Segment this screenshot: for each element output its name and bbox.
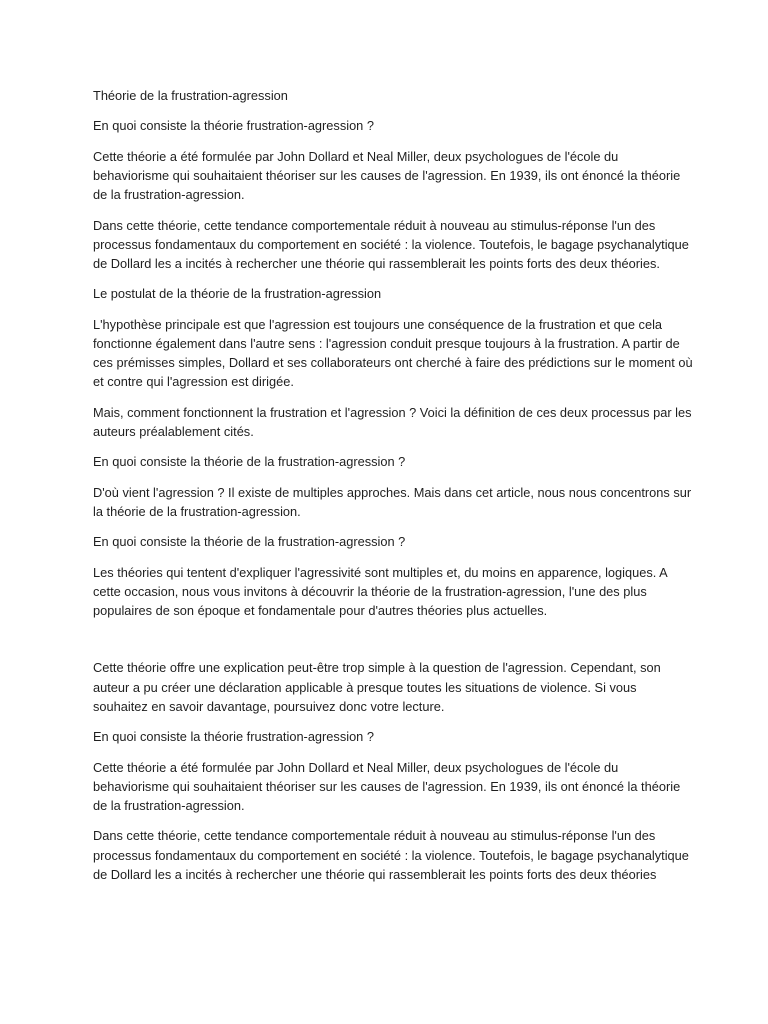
section-heading: Le postulat de la théorie de la frustration-agression bbox=[93, 286, 382, 302]
section-heading: En quoi consiste la théorie frustration-agression ? bbox=[93, 729, 374, 745]
body-paragraph: Dans cette théorie, cette tendance comportementale réduit à nouveau au stimulus-réponse l'un des processus fondamentaux du comportement en société : la violence. Toutefois, le bagage psychanalytique de Dollard les a incités à rechercher une théorie qui rassemblerait les points forts des deux théories. bbox=[93, 217, 689, 271]
body-paragraph: Cette théorie offre une explication peut-être trop simple à la question de l'agression. Cependant, son auteur a pu créer une déclaration applicable à presque toutes les situations de violence. Si vous souhaitez en savoir davantage, poursuivez donc votre lecture. bbox=[93, 660, 661, 714]
body-paragraph: Cette théorie a été formulée par John Dollard et Neal Miller, deux psychologues de l'école du behaviorisme qui souhaitaient théoriser sur les causes de l'agression. En 1939, ils ont énoncé la théorie de la frustration-agression. bbox=[93, 759, 681, 813]
body-paragraph: D'où vient l'agression ? Il existe de multiples approches. Mais dans cet article, nous nous concentrons sur la théorie de la frustration-agression. bbox=[93, 484, 692, 519]
section-heading: En quoi consiste la théorie de la frustration-agression ? bbox=[93, 454, 406, 470]
document-page bbox=[93, 86, 693, 895]
section-heading: En quoi consiste la théorie de la frustration-agression ? bbox=[93, 534, 406, 550]
body-paragraph: Mais, comment fonctionnent la frustration et l'agression ? Voici la définition de ces deux processus par les auteurs préalablement cités. bbox=[93, 404, 692, 439]
section-heading: En quoi consiste la théorie frustration-agression ? bbox=[93, 118, 374, 134]
body-paragraph: Dans cette théorie, cette tendance comportementale réduit à nouveau au stimulus-réponse l'un des processus fondamentaux du comportement en société : la violence. Toutefois, le bagage psychanalytique de Dollard les a incités à rechercher une théorie qui rassemblerait les points forts des deux théories bbox=[93, 828, 689, 882]
body-paragraph: Les théories qui tentent d'expliquer l'agressivité sont multiples et, du moins en apparence, logiques. A cette occasion, nous vous invitons à découvrir la théorie de la frustration-agression, l'une des plus populaires de son époque et fondamentale pour d'autres théories plus actuelles. bbox=[93, 564, 667, 619]
body-paragraph: Cette théorie a été formulée par John Dollard et Neal Miller, deux psychologues de l'école du behaviorisme qui souhaitaient théoriser sur les causes de l'agression. En 1939, ils ont énoncé la théorie de la frustration-agression. bbox=[93, 148, 681, 203]
document-title: Théorie de la frustration-agression bbox=[93, 88, 288, 103]
body-paragraph: L'hypothèse principale est que l'agression est toujours une conséquence de la frustration et que cela fonctionne également dans l'autre sens : l'agression conduit presque toujours à la frustration. A partir de ces prémisses simples, Dollard et ses collaborateurs ont cherché à faire des prédictions sur le moment où et contre qui l'agression est dirigée. bbox=[93, 316, 693, 390]
